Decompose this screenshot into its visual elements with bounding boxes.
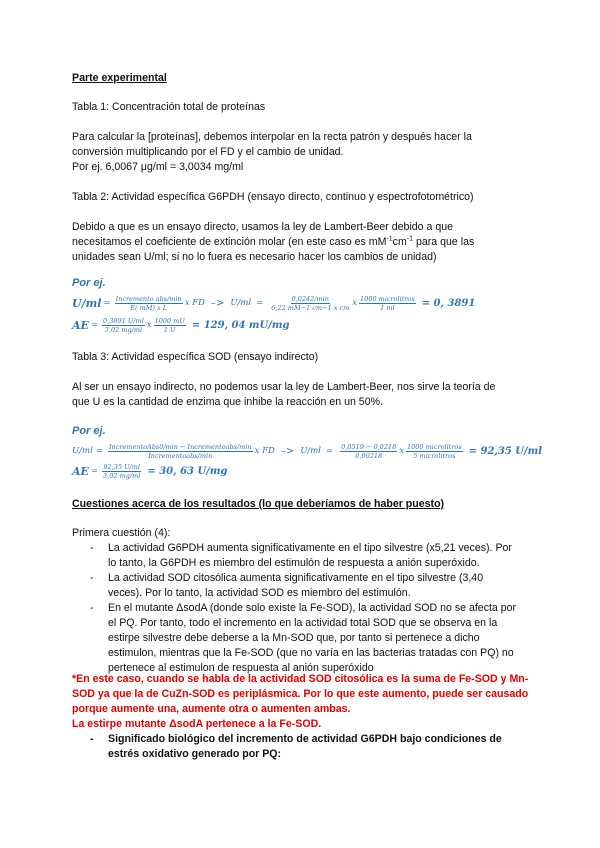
text-line: Para calcular la [proteínas], debemos interpolar en la recta patrón y después hacer la [72,131,472,143]
equation-ae-g6pdh: AE = $\frac{0,3891 U/ml}{3,02 mg/ml}$ x $\frac{1000 mU}{1 U}$ = 129, 04 mU/mg [72,316,290,334]
red-note-mutante: La estirpe mutante ΔsodA pertenece a la Fe-SOD. [72,718,322,730]
equation-ae-sod: AE = $\frac{92,35 U/ml}{3,02 mg/ml}$ = 30, 63 U/mg [72,462,228,480]
text-line: necesitamos el coeficiente de extinción molar (en este caso es $mM^{-1}cm^{-1}$ para que las [72,235,475,248]
section-title-parte-experimental: Parte experimental [72,72,167,84]
equation-u-ml-g6pdh: U/ml = $\frac{\text{Incremento abs/min}}{\text{E( mM) x L}}$ x FD –> U/ml = $\frac{0,0242/\min}{\text{6,22 mM−1 cm−1 x cm}}$ x $\frac{\text{1000 microlitros}}{1 ml}$ = 0, 3891 [72,294,476,312]
question-list [90,732,520,762]
text-line: Por ej. 6,0067 μg/ml = 3,0034 mg/ml [72,161,244,173]
equation-u-ml-sod: U/ml = $\frac{\text{IncrementoAbs0/min − Incrementoabs/min}}{\text{Incrementoabs/min}}$ x FD –> U/ml = $\frac{0,0519 - 0,0218}{0,00218}$ x $\frac{\text{1000 microlitros}}{\text{5 microlitros}}$ = 92,35 U/ml [72,442,543,460]
tabla2-caption: Tabla 2: Actividad específica G6PDH (ensayo directo, continuo y espectrofotométrico) [72,191,474,203]
text-line: que U es la cantidad de enzima que inhibe la reacción en un 50%. [72,396,383,408]
paragraph-lambert-beer [72,220,532,265]
red-note-sod: *En este caso, cuando se habla de la actividad SOD citosólica es la suma de Fe-SOD y Mn-SOD ya que la de CuZn-SOD es periplásmica. Por lo que este aumento, puede ser causado porque aumente una, aumente otra o aumenten ambas. [72,673,529,715]
primera-cuestion-label: Primera cuestión (4): [72,527,171,539]
por-ej-label-1: Por ej. [72,277,106,289]
list-item: - En el mutante ΔsodA (donde solo existe la Fe-SOD), la actividad SOD no se afecta por el PQ. Por tanto, todo el incremento en la actividad total SOD que se observa en la estirpe silvestre debe deberse a la Mn-SOD que, por tanto si pertenece a dicho estimulon, mientras que la Fe-SOD (que no varía en las bacterias tratadas con PQ) no pertenece al estimulon de respuesta al anión superóxido [90,601,520,676]
text-line: Al ser un ensayo indirecto, no podemos usar la ley de Lambert-Beer, nos sirve la teoría de [72,381,496,393]
tabla3-caption: Tabla 3: Actividad específica SOD (ensayo indirecto) [72,351,319,363]
paragraph-proteinas [72,130,532,175]
tabla1-caption: Tabla 1: Concentración total de proteínas [72,101,266,113]
section-title-cuestiones: Cuestiones acerca de los resultados (lo que deberíamos de haber puesto) [72,498,445,510]
text-line: conversión multiplicando por el FD y el cambio de unidad. [72,146,344,158]
list-item: - La actividad G6PDH aumenta significativamente en el tipo silvestre (x5,21 veces). Por lo tanto, la G6PDH es miembro del estimulón de respuesta a anión superóxido. [90,541,520,571]
list-item: - Significado biológico del incremento de actividad G6PDH bajo condiciones de estrés oxidativo generado por PQ: [90,732,520,762]
por-ej-label-2: Por ej. [72,425,106,437]
text-line: Debido a que es un ensayo directo, usamos la ley de Lambert-Beer debido a que [72,221,454,233]
paragraph-ensayo-indirecto [72,380,532,410]
text-line: unidades sean U/ml; si no lo fuera es necesario hacer los cambios de unidad) [72,251,437,263]
list-item: - La actividad SOD citosólica aumenta significativamente en el tipo silvestre (3,40 veces). Por lo tanto, la actividad SOD es miembro del estimulón. [90,571,520,601]
answer-list [90,541,520,676]
